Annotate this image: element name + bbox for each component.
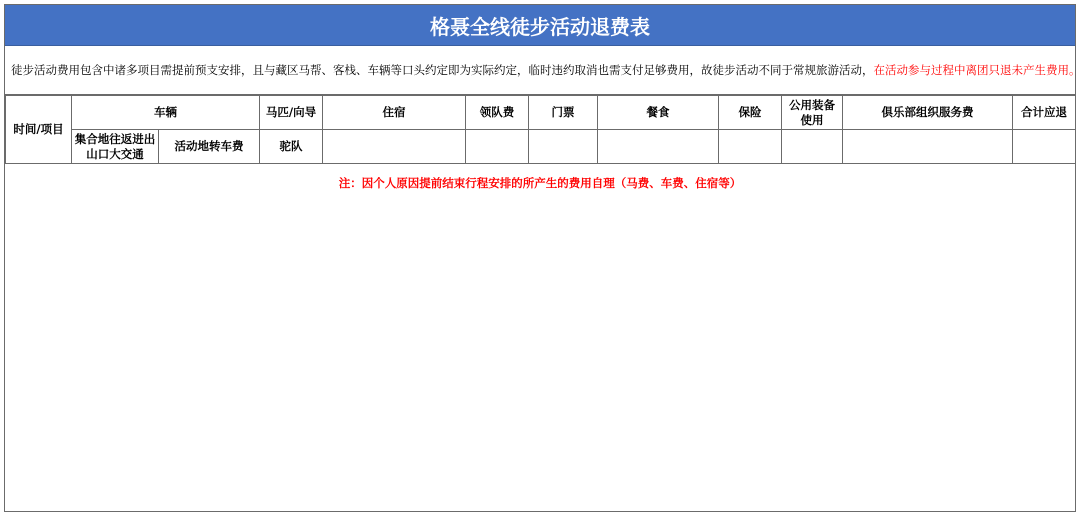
- intro-highlight: 在活动参与过程中离团只退未产生费用。: [874, 62, 1080, 78]
- footer-note: 注：因个人原因提前结束行程安排的所产生的费用自理（马费、车费、住宿等）: [5, 164, 1075, 201]
- header-lodging: 住宿: [323, 96, 466, 130]
- header-row-1: [6, 96, 1076, 130]
- header-row-2: [6, 130, 1076, 164]
- header-empty: [719, 130, 782, 164]
- header-vehicle: 车辆: [72, 96, 260, 130]
- header-time-item: 时间/项目: [6, 96, 72, 164]
- header-insurance: 保险: [719, 96, 782, 130]
- header-empty: [782, 130, 843, 164]
- header-empty: [323, 130, 466, 164]
- header-horse: 马匹/向导: [260, 96, 323, 130]
- header-vehicle-transfer: 活动地转车费: [159, 130, 260, 164]
- header-horse-caravan: 驼队: [260, 130, 323, 164]
- header-vehicle-transport: 集合地往返进出山口大交通: [72, 130, 159, 164]
- header-empty: [843, 130, 1013, 164]
- intro-main: 徒步活动费用包含中诸多项目需提前预支安排，且与藏区马帮、客栈、车辆等口头约定即为实际约定，临时违约取消也需支付足够费用，故徒步活动不同于常规旅游活动，: [11, 62, 874, 78]
- header-club-fee: 俱乐部组织服务费: [843, 96, 1013, 130]
- header-empty: [466, 130, 529, 164]
- header-empty: [529, 130, 598, 164]
- refund-sheet: [4, 4, 1076, 512]
- refund-table: [5, 95, 1076, 164]
- header-equipment: 公用装备使用: [782, 96, 843, 130]
- header-empty: [598, 130, 719, 164]
- sheet-title: 格聂全线徒步活动退费表: [5, 5, 1075, 46]
- header-total: 合计应退: [1013, 96, 1076, 130]
- header-meal: 餐食: [598, 96, 719, 130]
- intro-text: [5, 46, 1075, 95]
- header-guide-fee: 领队费: [466, 96, 529, 130]
- header-empty: [1013, 130, 1076, 164]
- header-ticket: 门票: [529, 96, 598, 130]
